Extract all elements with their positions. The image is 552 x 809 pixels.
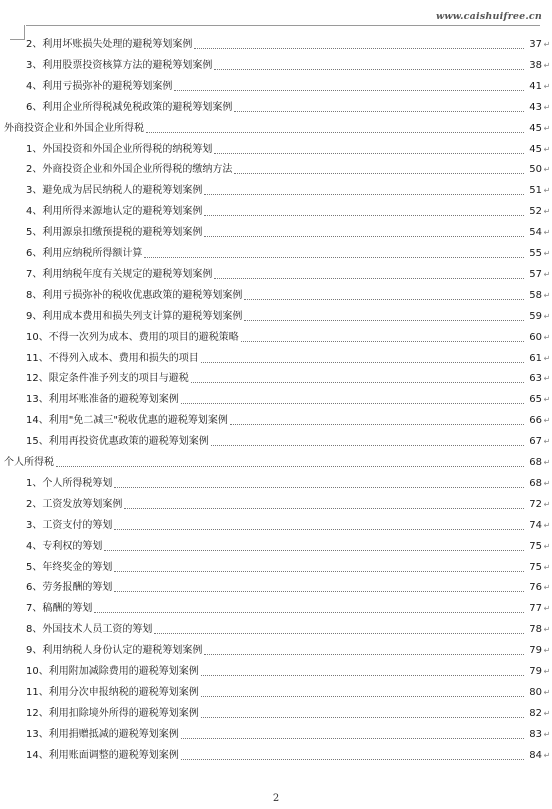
toc-entry-page-number: 38 xyxy=(529,59,542,71)
toc-entry[interactable] xyxy=(0,663,552,681)
toc-entry-title: 6、利用应纳税所得额计算 xyxy=(26,248,143,259)
paragraph-mark-icon: ↵ xyxy=(543,708,551,718)
paragraph-mark-icon: ↵ xyxy=(543,60,551,70)
paragraph-mark-icon: ↵ xyxy=(543,750,551,760)
toc-entry-page-number: 55 xyxy=(529,248,542,259)
toc-entry-page-number: 41 xyxy=(529,80,542,92)
toc-entry-page-number: 66 xyxy=(529,415,542,427)
toc-entry-content xyxy=(0,412,542,430)
toc-entry-content xyxy=(0,538,542,556)
toc-entry-content xyxy=(0,621,542,639)
dot-leader xyxy=(241,340,524,342)
toc-entry-content xyxy=(0,36,542,54)
toc-entry-content xyxy=(0,203,542,221)
paragraph-mark-icon: ↵ xyxy=(543,520,551,530)
dot-leader xyxy=(204,235,524,237)
toc-entry[interactable] xyxy=(0,287,552,305)
toc-entry-title: 10、不得一次列为成本、费用的项目的避税策略 xyxy=(26,331,239,343)
toc-entry-content xyxy=(0,475,542,493)
toc-entry-content xyxy=(0,78,542,96)
dot-leader xyxy=(114,570,524,572)
toc-entry-page-number: 76 xyxy=(529,582,542,594)
paragraph-mark-icon: ↵ xyxy=(543,625,551,635)
toc-entry[interactable] xyxy=(0,329,552,347)
dot-leader xyxy=(194,47,524,49)
toc-entry[interactable] xyxy=(0,99,552,117)
toc-entry-title: 5、年终奖金的筹划 xyxy=(26,561,113,573)
toc-entry-title: 13、利用捐赠抵减的避税筹划案例 xyxy=(26,728,179,740)
toc-entry-title: 5、利用源泉扣缴预提税的避税筹划案例 xyxy=(26,227,203,239)
dot-leader xyxy=(201,674,524,676)
toc-entry[interactable] xyxy=(0,747,552,765)
paragraph-mark-icon: ↵ xyxy=(543,541,551,551)
toc-entry-title: 10、利用附加减除费用的避税筹划案例 xyxy=(26,666,199,677)
toc-entry-title: 1、外国投资和外国企业所得税的纳税筹划 xyxy=(26,143,213,155)
toc-entry-title: 8、外国技术人员工资的筹划 xyxy=(26,624,153,636)
paragraph-mark-icon: ↵ xyxy=(543,228,551,238)
toc-entry-title: 1、个人所得税筹划 xyxy=(26,477,113,489)
paragraph-mark-icon: ↵ xyxy=(543,123,551,133)
toc-entry-page-number: 68 xyxy=(529,477,542,489)
toc-entry-content xyxy=(0,391,542,409)
dot-leader xyxy=(104,549,524,551)
toc-entry[interactable] xyxy=(0,600,552,618)
toc-entry-content xyxy=(0,663,542,681)
paragraph-mark-icon: ↵ xyxy=(543,290,551,300)
toc-entry[interactable] xyxy=(0,182,552,200)
paragraph-mark-icon: ↵ xyxy=(543,729,551,739)
dot-leader xyxy=(114,486,524,488)
toc-entry-content xyxy=(0,642,542,660)
toc-entry-title: 2、外商投资企业和外国企业所得税的缴纳方法 xyxy=(26,164,233,176)
page-number: 2 xyxy=(272,793,280,804)
toc-entry-title: 14、利用账面调整的避税筹划案例 xyxy=(26,749,179,761)
toc-entry[interactable] xyxy=(0,57,552,75)
toc-entry-page-number: 52 xyxy=(529,206,542,218)
dot-leader xyxy=(181,402,524,404)
toc-entry-page-number: 80 xyxy=(529,686,542,698)
toc-entry-page-number: 75 xyxy=(529,540,542,552)
toc-entry[interactable] xyxy=(0,517,552,535)
toc-entry-content xyxy=(0,747,542,765)
toc-entry-title: 6、利用企业所得税减免税政策的避税筹划案例 xyxy=(26,101,233,113)
dot-leader xyxy=(154,632,524,634)
paragraph-mark-icon: ↵ xyxy=(543,499,551,509)
paragraph-mark-icon: ↵ xyxy=(543,353,551,363)
dot-leader xyxy=(181,737,524,739)
toc-entry[interactable] xyxy=(0,433,552,451)
paragraph-mark-icon: ↵ xyxy=(543,165,551,175)
dot-leader xyxy=(204,214,524,216)
dot-leader xyxy=(181,758,524,760)
toc-section-entry[interactable] xyxy=(0,120,552,138)
toc-entry-content xyxy=(0,705,542,723)
toc-entry-content xyxy=(0,579,542,597)
toc-entry-content xyxy=(0,370,542,388)
toc-entry-title: 个人所得税 xyxy=(4,457,54,468)
dot-leader xyxy=(114,590,524,592)
paragraph-mark-icon: ↵ xyxy=(543,186,551,196)
dot-leader xyxy=(214,277,524,279)
toc-entry-title: 11、不得列入成本、费用和损失的项目 xyxy=(26,352,199,364)
dot-leader xyxy=(191,381,524,383)
paragraph-mark-icon: ↵ xyxy=(543,437,551,447)
toc-entry-page-number: 67 xyxy=(529,436,542,448)
toc-entry[interactable] xyxy=(0,412,552,430)
toc-entry-content xyxy=(0,182,542,200)
paragraph-mark-icon: ↵ xyxy=(543,458,551,467)
toc-entry-content xyxy=(0,496,542,514)
toc-entry-content xyxy=(0,726,542,744)
toc-entry-page-number: 77 xyxy=(529,603,542,615)
toc-entry-title: 15、利用再投资优惠政策的避税筹划案例 xyxy=(26,436,209,448)
dot-leader xyxy=(211,444,524,446)
dot-leader xyxy=(56,465,524,467)
paragraph-mark-icon: ↵ xyxy=(543,311,551,321)
paragraph-mark-icon: ↵ xyxy=(543,249,551,258)
toc-entry-title: 2、利用坏账损失处理的避税筹划案例 xyxy=(26,39,193,50)
toc-entry-page-number: 72 xyxy=(529,498,542,510)
toc-entry-page-number: 45 xyxy=(529,143,542,155)
toc-entry-title: 2、工资发放筹划案例 xyxy=(26,498,123,510)
toc-entry-page-number: 59 xyxy=(529,310,542,322)
toc-entry-content xyxy=(0,350,542,368)
toc-entry-title: 外商投资企业和外国企业所得税 xyxy=(4,122,144,134)
toc-entry-page-number: 74 xyxy=(529,519,542,531)
toc-entry[interactable] xyxy=(0,621,552,639)
toc-entry-page-number: 51 xyxy=(529,185,542,197)
paragraph-mark-icon: ↵ xyxy=(543,207,551,217)
toc-entry-page-number: 54 xyxy=(529,227,542,239)
toc-entry-page-number: 79 xyxy=(529,666,542,677)
dot-leader xyxy=(234,172,524,174)
toc-entry[interactable] xyxy=(0,705,552,723)
toc-entry-content xyxy=(0,684,542,702)
toc-entry-page-number: 68 xyxy=(529,457,542,468)
toc-entry-content xyxy=(0,266,542,284)
toc-entry[interactable] xyxy=(0,496,552,514)
toc-entry-page-number: 61 xyxy=(529,352,542,364)
toc-entry-page-number: 79 xyxy=(529,645,542,657)
paragraph-mark-icon: ↵ xyxy=(543,144,551,154)
toc-entry-page-number: 45 xyxy=(529,122,542,134)
toc-entry[interactable] xyxy=(0,266,552,284)
dot-leader xyxy=(230,423,524,425)
toc-entry-title: 9、利用纳税人身份认定的避税筹划案例 xyxy=(26,645,203,657)
toc-entry-title: 12、利用扣除境外所得的避税筹划案例 xyxy=(26,707,199,719)
toc-entry-page-number: 84 xyxy=(529,749,542,761)
toc-entry[interactable] xyxy=(0,245,552,263)
dot-leader xyxy=(204,653,524,655)
toc-entry[interactable] xyxy=(0,36,552,54)
toc-entry-content xyxy=(0,161,542,179)
toc-entry-title: 7、利用纳税年度有关规定的避税筹划案例 xyxy=(26,268,213,280)
toc-entry-content xyxy=(0,559,542,577)
paragraph-mark-icon: ↵ xyxy=(543,562,551,572)
toc-entry-page-number: 63 xyxy=(529,373,542,385)
paragraph-mark-icon: ↵ xyxy=(543,374,551,384)
toc-entry-page-number: 82 xyxy=(529,707,542,719)
toc-entry[interactable] xyxy=(0,161,552,179)
toc-entry[interactable] xyxy=(0,224,552,242)
dot-leader xyxy=(144,256,524,258)
toc-entry[interactable] xyxy=(0,391,552,409)
toc-entry[interactable] xyxy=(0,642,552,660)
toc-entry-title: 14、利用"免二减三"税收优惠的避税筹划案例 xyxy=(26,415,228,427)
toc-entry[interactable] xyxy=(0,538,552,556)
toc-entry-title: 11、利用分次申报纳税的避税筹划案例 xyxy=(26,686,199,698)
dot-leader xyxy=(244,298,524,300)
paragraph-mark-icon: ↵ xyxy=(543,416,551,426)
toc-entry-page-number: 50 xyxy=(529,164,542,176)
toc-entry-content xyxy=(0,141,542,159)
toc-entry-title: 7、稿酬的筹划 xyxy=(26,603,93,615)
dot-leader xyxy=(114,528,524,530)
toc-entry-title: 8、利用亏损弥补的税收优惠政策的避税筹划案例 xyxy=(26,289,243,301)
toc-entry[interactable] xyxy=(0,370,552,388)
toc-entry-content xyxy=(0,600,542,618)
toc-entry[interactable] xyxy=(0,350,552,368)
paragraph-mark-icon: ↵ xyxy=(543,81,551,91)
paragraph-mark-icon: ↵ xyxy=(543,583,551,593)
dot-leader xyxy=(94,611,524,613)
toc-entry-page-number: 83 xyxy=(529,728,542,740)
toc-entry-title: 4、利用亏损弥补的避税筹划案例 xyxy=(26,80,173,92)
toc-entry-page-number: 58 xyxy=(529,289,542,301)
dot-leader xyxy=(234,110,524,112)
toc-entry[interactable] xyxy=(0,203,552,221)
paragraph-mark-icon: ↵ xyxy=(543,687,551,697)
paragraph-mark-icon: ↵ xyxy=(543,395,551,405)
toc-entry[interactable] xyxy=(0,141,552,159)
toc-entry-content xyxy=(0,287,542,305)
toc-entry-page-number: 65 xyxy=(529,394,542,406)
paragraph-mark-icon: ↵ xyxy=(543,604,551,614)
toc-entry-title: 3、工资支付的筹划 xyxy=(26,519,113,531)
toc-entry-page-number: 57 xyxy=(529,268,542,280)
toc-entry-title: 13、利用坏账准备的避税筹划案例 xyxy=(26,394,179,406)
toc-entry-title: 3、避免成为居民纳税人的避税筹划案例 xyxy=(26,185,203,197)
toc-entry-content xyxy=(0,433,542,451)
toc-entry-content xyxy=(0,308,542,326)
dot-leader xyxy=(174,89,524,91)
paragraph-mark-icon: ↵ xyxy=(543,269,551,279)
paragraph-mark-icon: ↵ xyxy=(543,478,551,488)
toc-entry-content xyxy=(0,57,542,75)
toc-entry-page-number: 43 xyxy=(529,101,542,113)
site-watermark: www.caishuifree.cn xyxy=(436,11,542,22)
paragraph-mark-icon: ↵ xyxy=(543,646,551,656)
toc-entry-title: 3、利用股票投资核算方法的避税筹划案例 xyxy=(26,59,213,71)
dot-leader xyxy=(244,319,524,321)
toc-entry[interactable] xyxy=(0,475,552,493)
dot-leader xyxy=(201,361,524,363)
toc-entry-page-number: 75 xyxy=(529,561,542,573)
dot-leader xyxy=(124,507,524,509)
paragraph-mark-icon: ↵ xyxy=(543,102,551,112)
paragraph-mark-icon: ↵ xyxy=(543,667,551,676)
toc-entry-content xyxy=(0,454,542,472)
toc-entry-title: 12、限定条件准予列支的项目与避税 xyxy=(26,373,189,385)
toc-entry[interactable] xyxy=(0,726,552,744)
toc-section-entry[interactable] xyxy=(0,454,552,472)
toc-entry-content xyxy=(0,245,542,263)
toc-entry-content xyxy=(0,99,542,117)
toc-entry-title: 4、利用所得来源地认定的避税筹划案例 xyxy=(26,206,203,218)
dot-leader xyxy=(201,695,524,697)
toc-entry[interactable] xyxy=(0,684,552,702)
toc-entry-page-number: 78 xyxy=(529,624,542,636)
toc-entry[interactable] xyxy=(0,559,552,577)
toc-entry-page-number: 60 xyxy=(529,331,542,343)
toc-entry-content xyxy=(0,224,542,242)
paragraph-mark-icon: ↵ xyxy=(543,40,551,49)
toc-entry-page-number: 37 xyxy=(529,39,542,50)
dot-leader xyxy=(214,152,524,154)
toc-entry-content xyxy=(0,120,542,138)
dot-leader xyxy=(204,193,524,195)
dot-leader xyxy=(201,716,524,718)
header-rule xyxy=(26,25,540,26)
dot-leader xyxy=(214,68,524,70)
paragraph-mark-icon: ↵ xyxy=(543,332,551,342)
toc-entry-title: 9、利用成本费用和损失列支计算的避税筹划案例 xyxy=(26,310,243,322)
toc-entry[interactable] xyxy=(0,308,552,326)
toc-entry-title: 4、专利权的筹划 xyxy=(26,540,103,552)
toc-entry[interactable] xyxy=(0,579,552,597)
toc-entry[interactable] xyxy=(0,78,552,96)
toc-entry-content xyxy=(0,517,542,535)
dot-leader xyxy=(146,131,524,133)
toc-entry-title: 6、劳务报酬的筹划 xyxy=(26,582,113,594)
toc-entry-content xyxy=(0,329,542,347)
